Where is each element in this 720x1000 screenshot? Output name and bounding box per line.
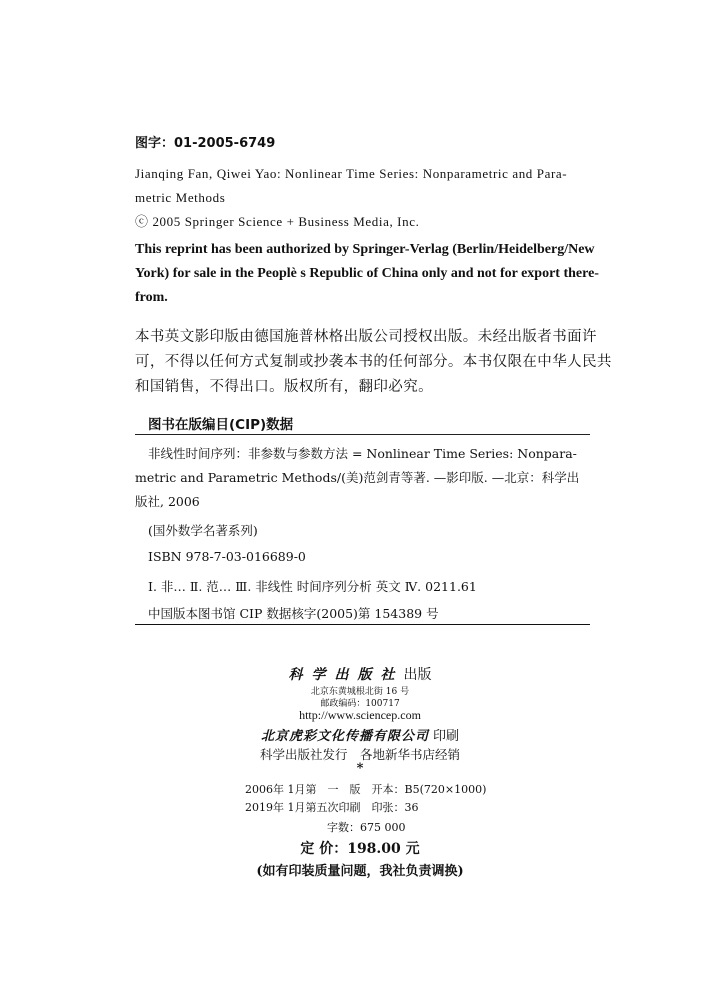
publisher-postcode: 邮政编码：100717 [320, 699, 400, 709]
cn-notice-line-2: 可，不得以任何方式复制或抄袭本书的任何部分。本书仅限在中华人民共 [135, 354, 612, 370]
reprint-notice-line-1: This reprint has been authorized by Springer-Verlag (Berlin/Heidelberg/New [135, 242, 595, 257]
cip-record-number: 中国版本图书馆 CIP 数据核字(2005)第 154389 号 [148, 606, 439, 621]
cip-heading: 图书在版编目(CIP)数据 [148, 417, 294, 433]
reprint-notice-line-2: York) for sale in the Peoplè s Republic of China only and not for export there- [135, 266, 599, 281]
cip-isbn: ISBN 978-7-03-016689-0 [148, 549, 306, 564]
publisher-suffix: 出版 [403, 667, 432, 683]
registration-number: 图字：01-2005-6749 [135, 136, 276, 151]
cip-classification: Ⅰ. 非… Ⅱ. 范… Ⅲ. 非线性 时间序列分析 英文 Ⅳ. 0211.61 [148, 579, 477, 594]
cip-title-line-2: metric and Parametric Methods/(美)范剑青等著. —影印版. —北京：科学出 [135, 470, 580, 485]
cip-title-line-3: 版社, 2006 [135, 494, 200, 509]
publisher-name: 科学出版社 [288, 667, 404, 683]
word-count: 字数：675 000 [327, 821, 406, 834]
cip-title-line-1: 非线性时间序列：非参数与参数方法 = Nonlinear Time Series: Nonpara- [148, 446, 577, 461]
edition-line-2: 2019年 1月第五次印刷 印张：36 [245, 801, 419, 814]
citation-line-1: Jianqing Fan, Qiwei Yao: Nonlinear Time Series: Nonparametric and Para- [135, 166, 568, 181]
publisher-address: 北京东黄城根北街 16 号 [310, 687, 410, 697]
cip-series: (国外数学名著系列) [148, 523, 258, 538]
publisher-website: http://www.sciencep.com [299, 708, 421, 722]
cn-notice-line-1: 本书英文影印版由德国施普林格出版公司授权出版。未经出版者书面许 [135, 329, 597, 345]
publisher-line [0, 664, 720, 684]
price: 定 价：198.00 元 [300, 841, 420, 857]
printer-suffix: 印刷 [433, 729, 460, 744]
reprint-notice-line-3: from. [135, 290, 168, 305]
printer-line [0, 725, 720, 744]
cip-bottom-rule [135, 624, 590, 625]
exchange-note: (如有印装质量问题，我社负责调换) [256, 864, 464, 879]
cip-top-rule [135, 434, 590, 435]
printer-name: 北京虎彩文化传播有限公司 [260, 729, 429, 744]
separator-star: * [356, 761, 364, 776]
citation-line-2: metric Methods [135, 190, 226, 205]
distribution-line: 科学出版社发行 各地新华书店经销 [259, 747, 460, 762]
cn-notice-line-3: 和国销售，不得出口。版权所有，翻印必究。 [135, 379, 433, 395]
copyright-line: ⓒ 2005 Springer Science + Business Media, Inc. [135, 214, 420, 229]
edition-line-1: 2006年 1月第 一 版 开本：B5(720×1000) [245, 783, 487, 796]
